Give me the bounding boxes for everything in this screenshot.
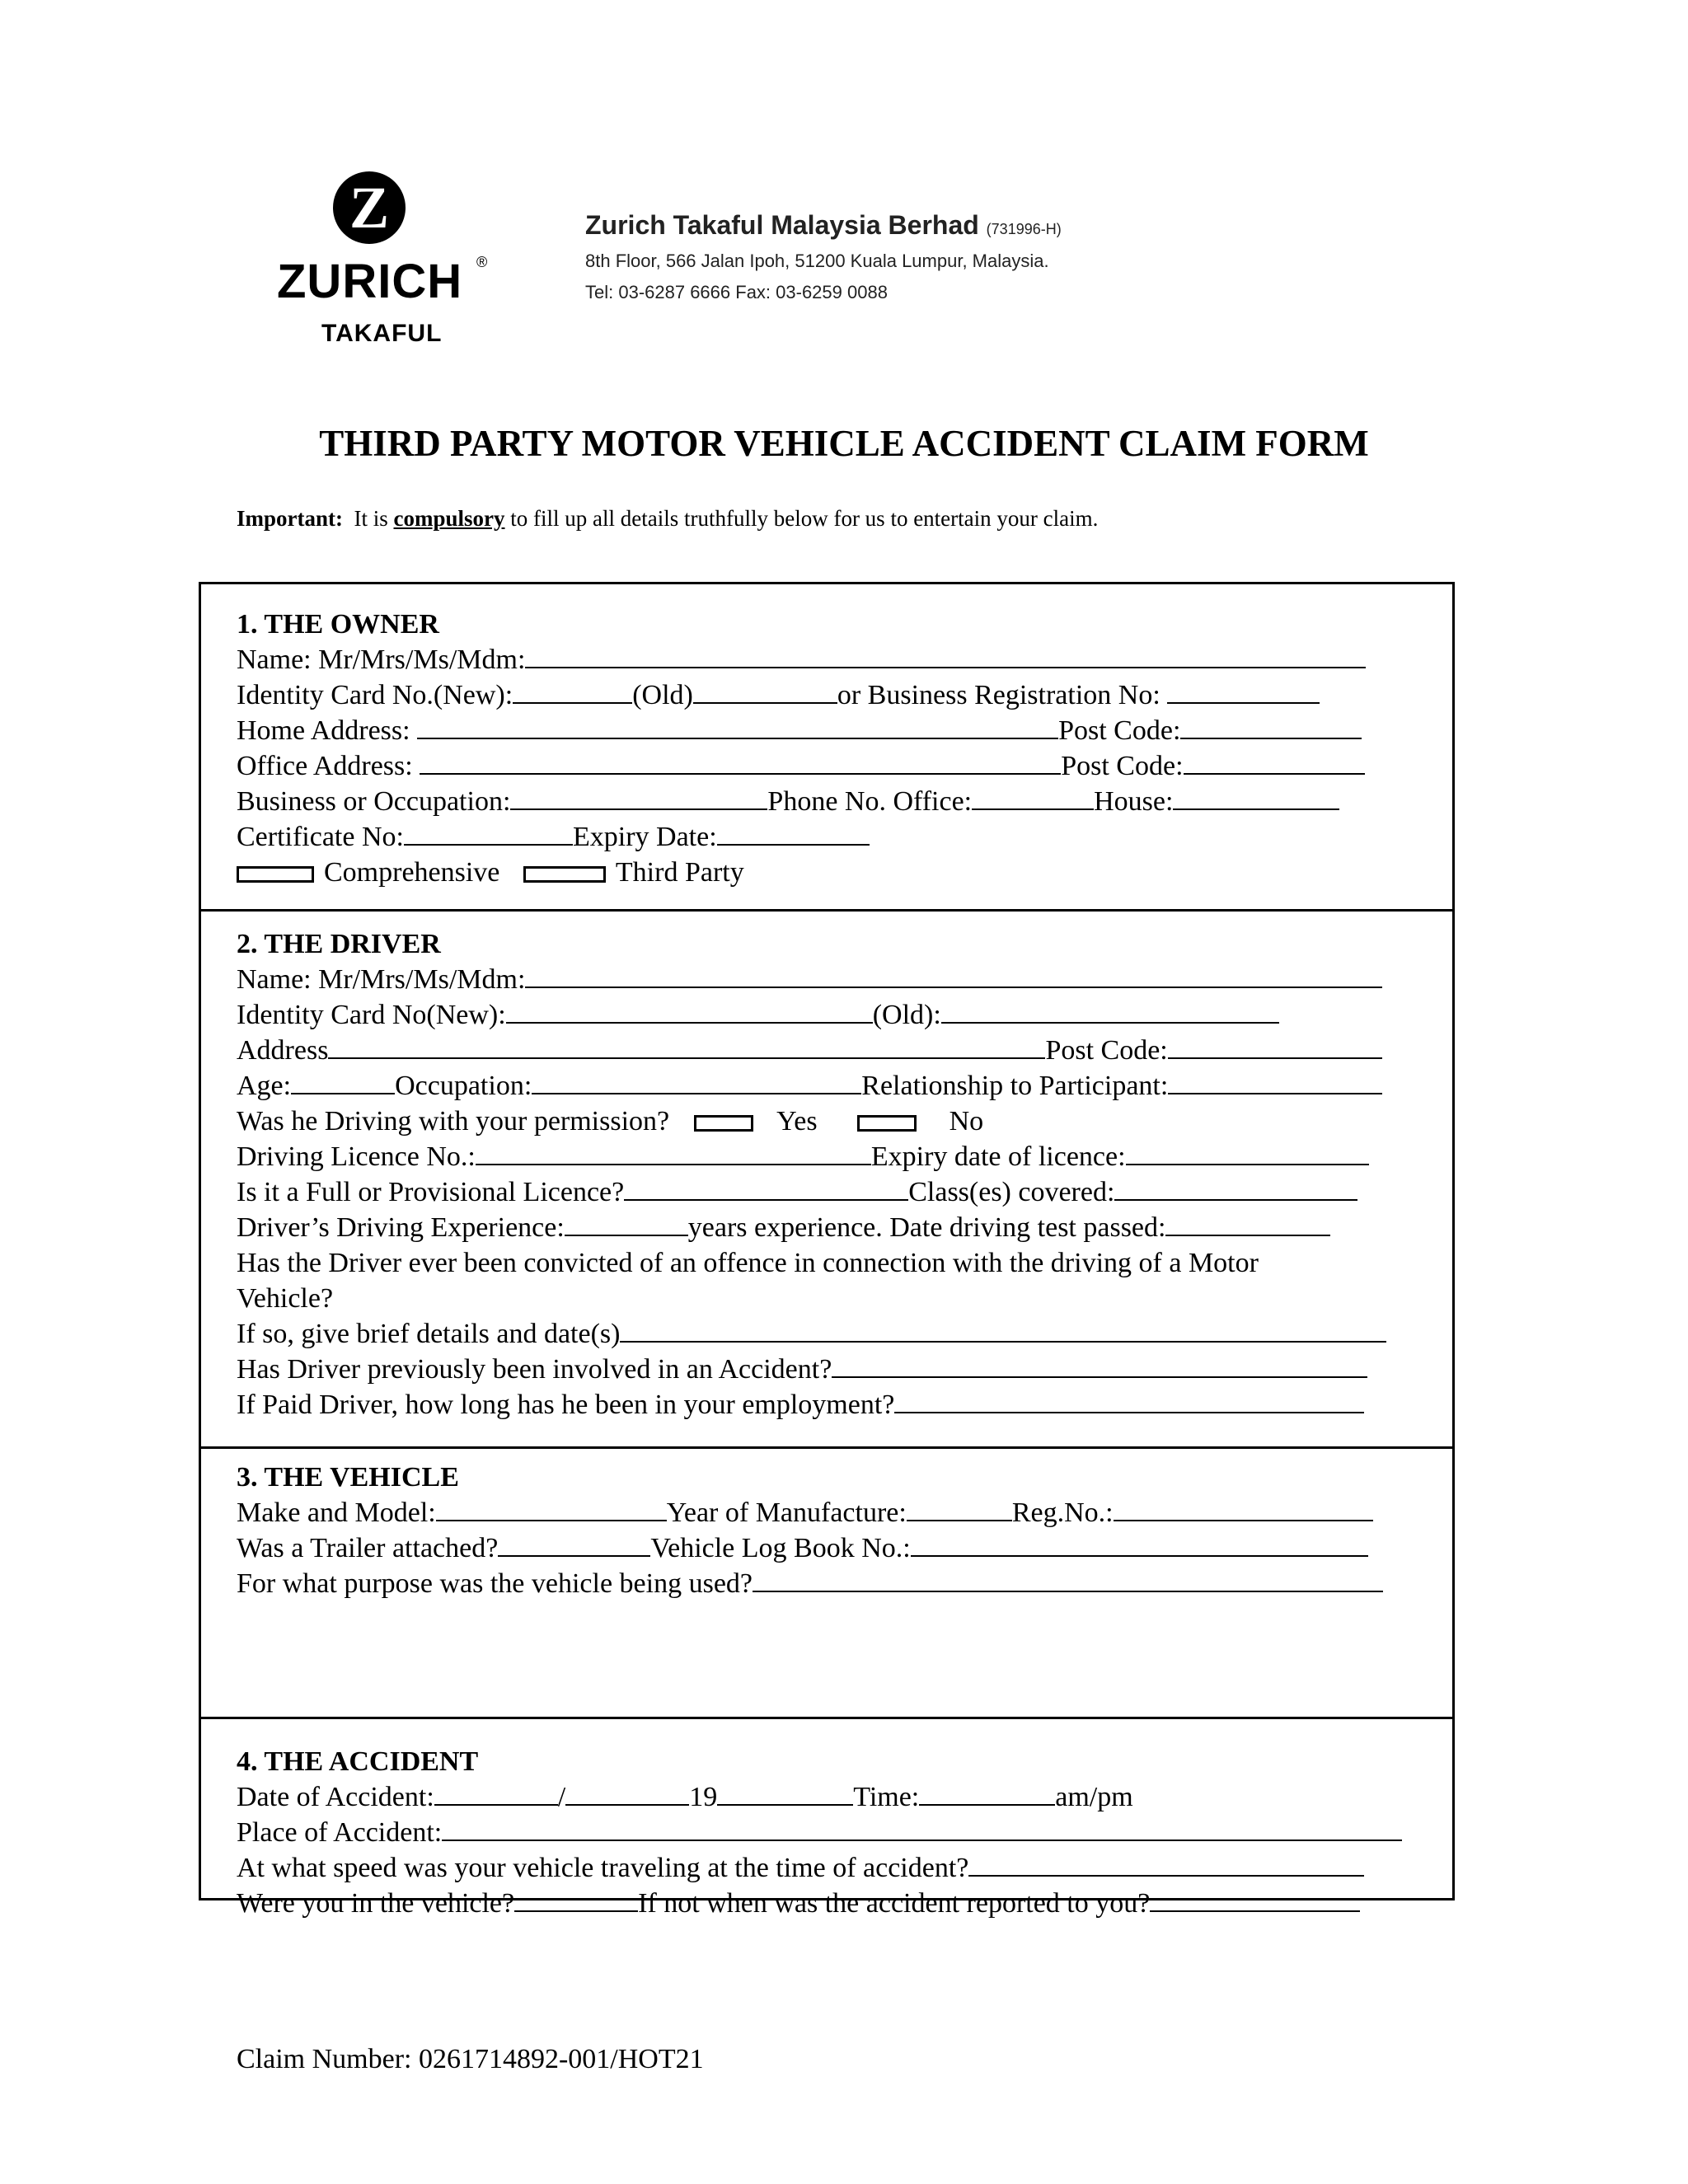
driver-prev-accident-label: Has Driver previously been involved in an Accident? bbox=[237, 1354, 832, 1385]
company-name: Zurich Takaful Malaysia Berhad bbox=[585, 210, 979, 240]
owner-home-field[interactable] bbox=[417, 715, 1058, 739]
owner-phone-label: Phone No. Office: bbox=[767, 786, 973, 817]
accident-date-row bbox=[237, 1781, 1133, 1814]
driver-licence-expiry-label: Expiry date of licence: bbox=[870, 1141, 1126, 1172]
accident-in-vehicle-row bbox=[237, 1887, 1360, 1920]
owner-house-label: House: bbox=[1094, 786, 1174, 817]
driver-classes-field[interactable] bbox=[1114, 1176, 1357, 1201]
driver-postcode-label: Post Code: bbox=[1045, 1035, 1168, 1066]
owner-name-field[interactable] bbox=[525, 644, 1366, 668]
owner-ic-new-field[interactable] bbox=[513, 679, 632, 704]
driver-ic-new-field[interactable] bbox=[506, 999, 873, 1024]
owner-phone-field[interactable] bbox=[972, 785, 1094, 810]
owner-heading bbox=[237, 608, 439, 641]
driver-address-field[interactable] bbox=[328, 1034, 1045, 1059]
driver-age-row bbox=[237, 1070, 1382, 1103]
company-name-line bbox=[585, 209, 1062, 246]
driver-test-passed-label: years experience. Date driving test passed: bbox=[687, 1212, 1166, 1243]
owner-heading-text: 1. THE OWNER bbox=[237, 609, 439, 640]
driver-postcode-field[interactable] bbox=[1168, 1034, 1382, 1059]
driver-licence-type-row bbox=[237, 1176, 1357, 1209]
owner-certificate-field[interactable] bbox=[404, 821, 573, 846]
driver-prev-accident-field[interactable] bbox=[832, 1353, 1367, 1378]
driver-address-label: Address bbox=[237, 1035, 329, 1066]
driver-experience-label: Driver’s Driving Experience: bbox=[237, 1212, 565, 1243]
vehicle-heading bbox=[237, 1461, 459, 1494]
owner-ic-old-label: (Old) bbox=[632, 680, 693, 710]
important-label: Important: bbox=[237, 506, 343, 531]
accident-place-label: Place of Accident: bbox=[237, 1817, 443, 1848]
driver-relationship-label: Relationship to Participant: bbox=[861, 1071, 1169, 1101]
company-address: 8th Floor, 566 Jalan Ipoh, 51200 Kuala Lumpur, Malaysia. bbox=[585, 251, 1049, 271]
accident-heading-text: 4. THE ACCIDENT bbox=[237, 1746, 479, 1777]
owner-biz-reg-field[interactable] bbox=[1167, 679, 1320, 704]
accident-year-field[interactable] bbox=[717, 1781, 853, 1806]
vehicle-reg-label: Reg.No.: bbox=[1011, 1497, 1114, 1528]
accident-speed-row bbox=[237, 1852, 1364, 1885]
form-title: THIRD PARTY MOTOR VEHICLE ACCIDENT CLAIM FORM bbox=[319, 423, 1369, 464]
registered-mark: ® bbox=[476, 254, 488, 270]
vehicle-make-row bbox=[237, 1497, 1373, 1530]
driver-details-label: If so, give brief details and date(s) bbox=[237, 1319, 621, 1349]
owner-home-label: Home Address: bbox=[237, 715, 410, 746]
driver-name-label: Name: Mr/Mrs/Ms/Mdm: bbox=[237, 964, 526, 995]
important-text-post: to fill up all details truthfully below for us to entertain your claim. bbox=[510, 506, 1099, 531]
accident-heading bbox=[237, 1746, 478, 1779]
vehicle-purpose-row bbox=[237, 1568, 1383, 1601]
section-divider bbox=[199, 1446, 1455, 1449]
logo-subtitle: TAKAFUL bbox=[321, 320, 443, 347]
owner-name-row bbox=[237, 644, 1366, 677]
accident-reported-label: If not when was the accident reported to you? bbox=[638, 1888, 1151, 1919]
accident-day-field[interactable] bbox=[434, 1781, 558, 1806]
vehicle-year-field[interactable] bbox=[907, 1497, 1012, 1521]
driver-ic-row bbox=[237, 999, 1279, 1032]
driver-test-passed-field[interactable] bbox=[1165, 1212, 1330, 1236]
driver-licence-label: Driving Licence No.: bbox=[237, 1141, 476, 1172]
accident-ampm-label: am/pm bbox=[1055, 1782, 1133, 1812]
permission-yes-label: Yes bbox=[776, 1106, 818, 1137]
vehicle-logbook-field[interactable] bbox=[911, 1532, 1368, 1557]
owner-office-postcode-label: Post Code: bbox=[1061, 751, 1184, 781]
driver-paid-row bbox=[237, 1389, 1364, 1422]
owner-biz-reg-label: or Business Registration No: bbox=[837, 680, 1160, 710]
important-emphasis: compulsory bbox=[393, 506, 505, 531]
driver-details-field[interactable] bbox=[620, 1318, 1386, 1343]
zurich-logo bbox=[272, 171, 495, 353]
company-reg: (731996-H) bbox=[986, 221, 1062, 237]
driver-age-field[interactable] bbox=[291, 1070, 395, 1094]
driver-name-row bbox=[237, 963, 1382, 996]
vehicle-trailer-field[interactable] bbox=[498, 1532, 650, 1557]
driver-relationship-field[interactable] bbox=[1168, 1070, 1382, 1094]
owner-home-row bbox=[237, 715, 1362, 748]
accident-date-label: Date of Accident: bbox=[237, 1782, 434, 1812]
company-contact: Tel: 03-6287 6666 Fax: 03-6259 0088 bbox=[585, 282, 888, 302]
owner-ic-row bbox=[237, 679, 1320, 712]
section-divider bbox=[199, 1717, 1455, 1719]
owner-office-field[interactable] bbox=[420, 750, 1061, 775]
driver-licence-type-field[interactable] bbox=[624, 1176, 908, 1201]
zurich-z-icon: Z bbox=[333, 171, 406, 244]
driver-heading bbox=[237, 928, 441, 961]
driver-paid-label: If Paid Driver, how long has he been in your employment? bbox=[237, 1390, 895, 1420]
driver-permission-label: Was he Driving with your permission? bbox=[237, 1106, 670, 1137]
accident-in-vehicle-field[interactable] bbox=[514, 1887, 638, 1912]
driver-experience-field[interactable] bbox=[565, 1212, 688, 1236]
owner-business-row bbox=[237, 785, 1339, 818]
section-divider bbox=[199, 909, 1455, 912]
accident-month-field[interactable] bbox=[565, 1781, 689, 1806]
driver-name-field[interactable] bbox=[525, 963, 1382, 988]
vehicle-heading-text: 3. THE VEHICLE bbox=[237, 1462, 459, 1493]
accident-place-field[interactable] bbox=[442, 1816, 1402, 1841]
driver-heading-text: 2. THE DRIVER bbox=[237, 929, 441, 959]
owner-certificate-label: Certificate No: bbox=[237, 822, 404, 852]
vehicle-year-label: Year of Manufacture: bbox=[666, 1497, 907, 1528]
driver-permission-row bbox=[237, 1105, 983, 1138]
driver-licence-type-label: Is it a Full or Provisional Licence? bbox=[237, 1177, 625, 1207]
owner-cover-row bbox=[237, 856, 744, 889]
owner-office-postcode-field[interactable] bbox=[1184, 750, 1365, 775]
accident-in-vehicle-label: Were you in the vehicle? bbox=[237, 1888, 515, 1919]
owner-home-postcode-label: Post Code: bbox=[1058, 715, 1181, 746]
owner-business-label: Business or Occupation: bbox=[237, 786, 511, 817]
vehicle-trailer-row bbox=[237, 1532, 1368, 1565]
vehicle-reg-field[interactable] bbox=[1114, 1497, 1373, 1521]
owner-house-field[interactable] bbox=[1173, 785, 1339, 810]
accident-time-label: Time: bbox=[853, 1782, 920, 1812]
driver-prev-accident-row bbox=[237, 1353, 1367, 1386]
comprehensive-label: Comprehensive bbox=[324, 857, 500, 888]
vehicle-purpose-label: For what purpose was the vehicle being used? bbox=[237, 1568, 753, 1599]
driver-licence-field[interactable] bbox=[476, 1141, 871, 1165]
driver-licence-row bbox=[237, 1141, 1369, 1174]
owner-office-row bbox=[237, 750, 1365, 783]
driver-paid-field[interactable] bbox=[894, 1389, 1364, 1413]
vehicle-make-label: Make and Model: bbox=[237, 1497, 436, 1528]
accident-time-field[interactable] bbox=[919, 1781, 1055, 1806]
permission-no-checkbox[interactable] bbox=[857, 1115, 917, 1132]
vehicle-make-field[interactable] bbox=[436, 1497, 667, 1521]
owner-expiry-label: Expiry Date: bbox=[572, 822, 717, 852]
driver-ic-new-label: Identity Card No(New): bbox=[237, 1000, 506, 1030]
driver-age-label: Age: bbox=[237, 1071, 292, 1101]
third-party-checkbox[interactable] bbox=[523, 866, 606, 883]
owner-office-label: Office Address: bbox=[237, 751, 413, 781]
comprehensive-checkbox[interactable] bbox=[237, 866, 314, 883]
owner-business-field[interactable] bbox=[510, 785, 767, 810]
third-party-label: Third Party bbox=[615, 857, 744, 888]
accident-place-row bbox=[237, 1816, 1402, 1849]
driver-occupation-label: Occupation: bbox=[395, 1071, 532, 1101]
driver-convicted-line-1: Has the Driver ever been convicted of an offence in connection with the driving of a Motor bbox=[237, 1248, 1259, 1278]
permission-yes-checkbox[interactable] bbox=[694, 1115, 753, 1132]
important-note bbox=[237, 506, 1098, 532]
driver-address-row bbox=[237, 1034, 1382, 1067]
owner-expiry-field[interactable] bbox=[717, 821, 870, 846]
vehicle-logbook-label: Vehicle Log Book No.: bbox=[650, 1533, 911, 1563]
important-text-pre: It is bbox=[354, 506, 388, 531]
owner-ic-old-field[interactable] bbox=[693, 679, 837, 704]
permission-no-label: No bbox=[949, 1106, 984, 1137]
vehicle-purpose-field[interactable] bbox=[753, 1568, 1383, 1592]
logo-wordmark: ZURICH bbox=[277, 255, 463, 308]
driver-ic-old-label: (Old): bbox=[872, 1000, 941, 1030]
owner-home-postcode-field[interactable] bbox=[1180, 715, 1362, 739]
driver-details-row bbox=[237, 1318, 1386, 1351]
driver-licence-expiry-field[interactable] bbox=[1126, 1141, 1369, 1165]
driver-ic-old-field[interactable] bbox=[941, 999, 1279, 1024]
accident-date-slash: / bbox=[557, 1782, 566, 1812]
vehicle-trailer-label: Was a Trailer attached? bbox=[237, 1533, 499, 1563]
accident-reported-field[interactable] bbox=[1150, 1887, 1360, 1912]
accident-speed-field[interactable] bbox=[968, 1852, 1364, 1877]
owner-ic-new-label: Identity Card No.(New): bbox=[237, 680, 513, 710]
company-block bbox=[585, 209, 1062, 308]
driver-convicted-line-2: Vehicle? bbox=[237, 1283, 334, 1314]
driver-experience-row bbox=[237, 1212, 1330, 1244]
claim-number: Claim Number: 0261714892-001/HOT21 bbox=[237, 2044, 704, 2074]
accident-year-prefix: 19 bbox=[689, 1782, 718, 1812]
driver-occupation-field[interactable] bbox=[532, 1070, 861, 1094]
owner-name-label: Name: Mr/Mrs/Ms/Mdm: bbox=[237, 644, 526, 675]
driver-classes-label: Class(es) covered: bbox=[908, 1177, 1115, 1207]
accident-speed-label: At what speed was your vehicle traveling at the time of accident? bbox=[237, 1853, 969, 1883]
owner-certificate-row bbox=[237, 821, 870, 854]
